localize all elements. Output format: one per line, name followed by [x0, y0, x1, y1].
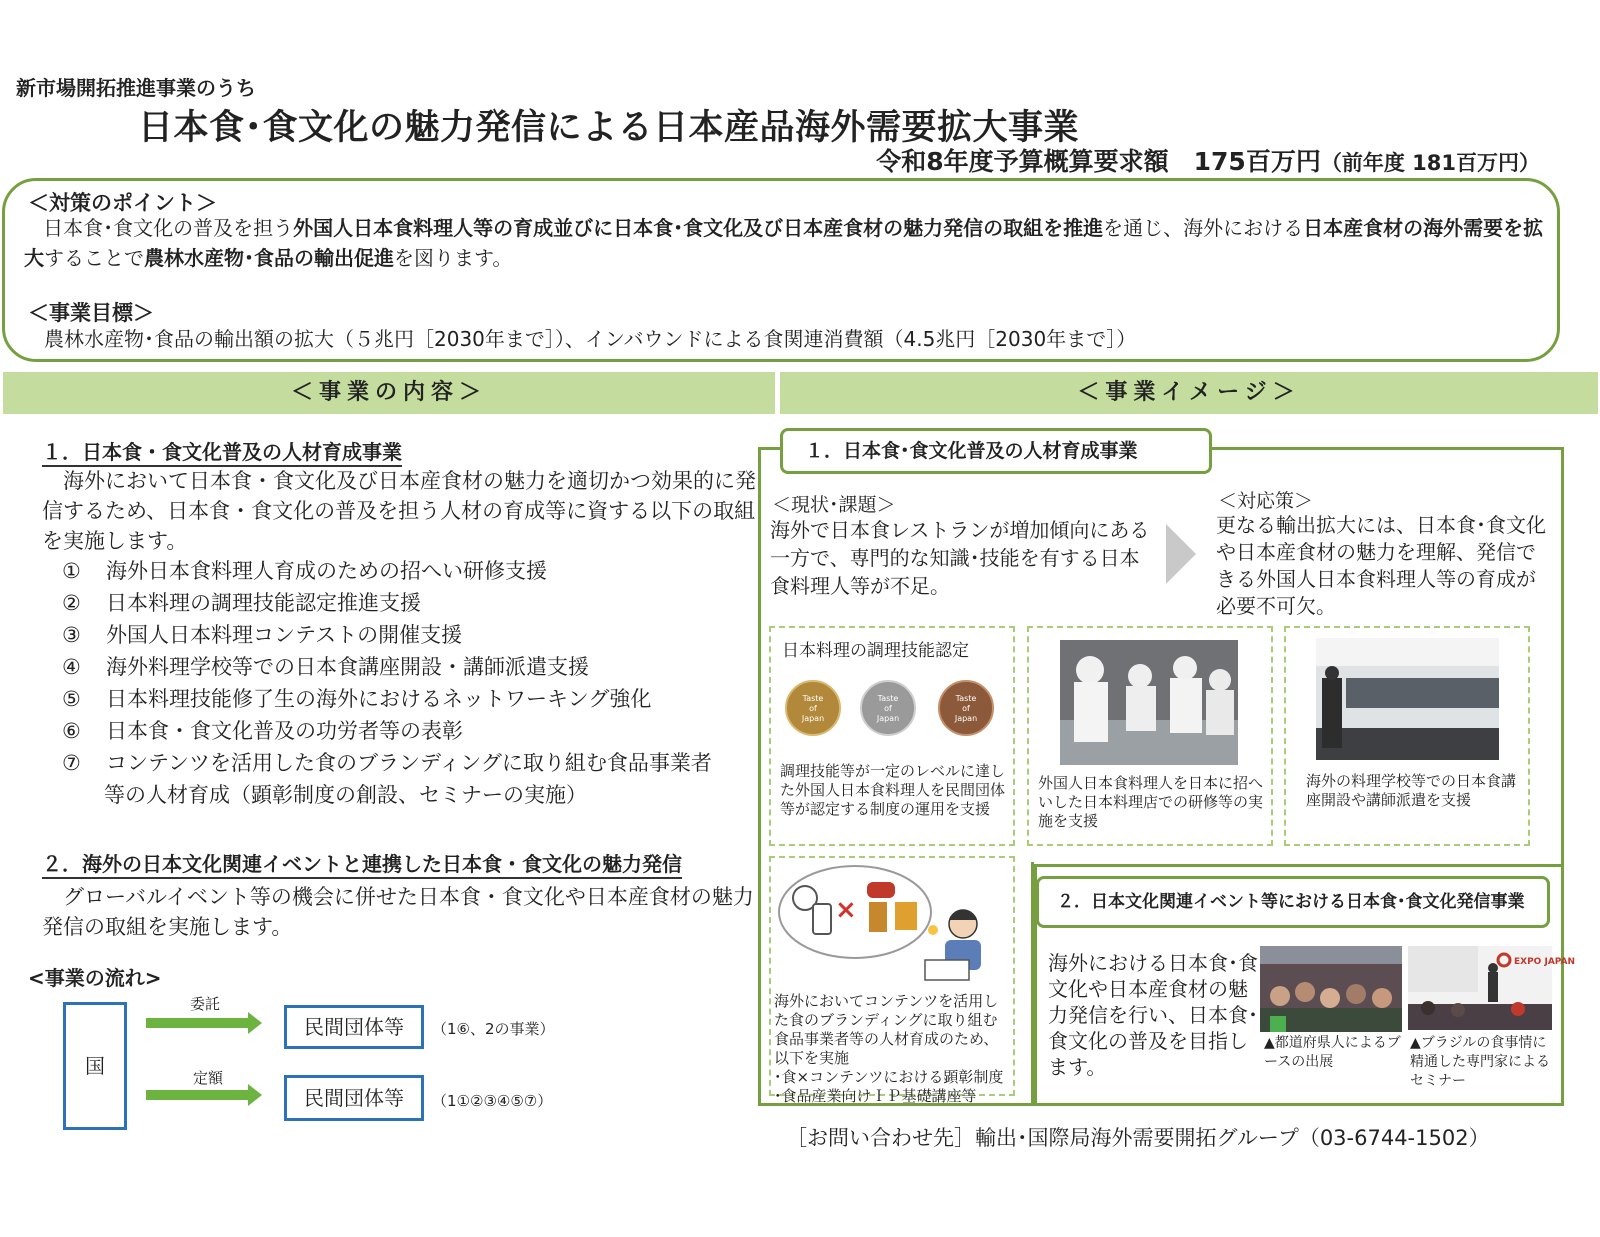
flow-arrow-2 [146, 1090, 248, 1100]
page-title: 日本食･食文化の魅力発信による日本産品海外需要拡大事業 [138, 108, 1080, 148]
points-heading: ＜対策のポイント＞ [28, 191, 217, 215]
seminar-caption: ▲ブラジルの食事情に精通した専門家によるセミナー [1410, 1035, 1550, 1089]
left-paragraph-1: 海外において日本食・食文化及び日本産食材の魅力を適切かつ効果的に発信するため、日本食・食文化の普及を担う人材の育成等に資する以下の取組を実施します。 [42, 469, 756, 553]
list-item: ⑤ 日本料理技能修了生の海外におけるネットワーキング強化 [62, 687, 652, 711]
flow-note-2: （1①②③④⑤⑦） [432, 1092, 553, 1110]
flow-note-1: （1⑥、2の事業） [432, 1020, 555, 1038]
silver-badge-icon: Taste of Japan [860, 680, 916, 736]
content-text: 海外においてコンテンツを活用した食のブランディングに取り組む食品事業者等の人材育成のため、以下を実施 ･食×コンテンツにおける顕彰制度 ･食品産業向けＩＰ基礎講座等 [774, 992, 1004, 1105]
cooking-class-image [1316, 638, 1499, 760]
cert-title: 日本料理の調理技能認定 [782, 641, 969, 661]
section-image-bar: ＜事業イメージ＞ [780, 372, 1598, 414]
flow-arrow-1-head [248, 1012, 262, 1034]
school-text: 海外の料理学校等での日本食講座開設や講師派遣を支援 [1306, 772, 1517, 809]
chevron-right-icon [1164, 522, 1198, 586]
status-text: 海外で日本食レストランが増加傾向にある一方で、専門的な知識･技能を有する日本食料理人等が不足。 [770, 518, 1150, 598]
image-tab-2: ２．日本文化関連イベント等における日本食･食文化発信事業 [1036, 876, 1550, 928]
prefecture-booth-image [1260, 946, 1402, 1032]
list-item: ② 日本料理の調理技能認定推進支援 [62, 591, 421, 615]
measures-list [62, 555, 762, 811]
flow-arrow2-label: 定額 [193, 1069, 224, 1087]
left-paragraph-2: グローバルイベント等の機会に併せた日本食・食文化や日本産食材の魅力発信の取組を実施します。 [42, 885, 754, 939]
list-item: ⑥ 日本食・食文化普及の功労者等の表彰 [62, 719, 463, 743]
flow-arrow1-label: 委託 [190, 995, 221, 1013]
status-heading: ＜現状･課題＞ [772, 494, 896, 516]
booth-photo [1260, 946, 1402, 1032]
seminar-photo [1408, 946, 1576, 1030]
budget-line [876, 142, 1540, 178]
header-subtitle: 新市場開拓推進事業のうち [16, 76, 256, 100]
flow-target-2: 民間団体等 [284, 1075, 424, 1121]
flow-target-1: 民間団体等 [284, 1005, 424, 1049]
content-branding-illustration [775, 860, 1011, 990]
expo-label: EXPO JAPAN [1514, 957, 1576, 967]
chefs-training-image [1060, 640, 1238, 765]
bronze-badge-icon: Taste of Japan [938, 680, 994, 736]
budget-amount: 令和8年度予算概算要求額 175百万円 [876, 147, 1321, 176]
training-text: 外国人日本食料理人を日本に招へいした日本料理店での研修等の実施を支援 [1038, 774, 1264, 830]
points-t5: することで [44, 246, 144, 270]
svg-text:×: × [835, 895, 857, 925]
goal-heading: ＜事業目標＞ [28, 301, 154, 325]
list-item: ① 海外日本食料理人育成のための招へい研修支援 [62, 559, 547, 583]
contact-info: ［お問い合わせ先］輸出･国際局海外需要開拓グループ（03-6744-1502） [786, 1126, 1490, 1150]
goal-text: 農林水産物･食品の輸出額の拡大（５兆円［2030年まで］）、インバウンドによる食関連消費額（4.5兆円［2030年まで］） [44, 327, 1137, 351]
event-text: 海外における日本食･食文化や日本産食材の魅力発信を行い、日本食･食文化の普及を目指します。 [1048, 951, 1258, 1079]
list-item: ③ 外国人日本料理コンテストの開催支援 [62, 623, 463, 647]
left-heading-2: ２．海外の日本文化関連イベントと連携した日本食・食文化の魅力発信 [42, 848, 682, 879]
flow-source-country: 国 [63, 1002, 127, 1130]
points-t1: 日本食･食文化の普及を担う [43, 216, 294, 240]
measure-text: 更なる輸出拡大には、日本食･食文化や日本産食材の魅力を理解、発信できる外国人日本食料理人等の育成が必要不可欠。 [1216, 513, 1546, 618]
points-text [24, 213, 1544, 273]
points-t3: を通じ、海外における [1103, 216, 1304, 240]
flow-arrow-2-head [248, 1084, 262, 1106]
left-heading-1: １．日本食・食文化普及の人材育成事業 [42, 436, 402, 467]
points-t7: を図ります。 [394, 246, 513, 270]
school-photo [1316, 638, 1499, 760]
seminar-image [1408, 946, 1576, 1030]
points-t2: 外国人日本食料理人等の育成並びに日本食･食文化及び日本産食材の魅力発信の取組を推進 [293, 216, 1104, 240]
list-item-continuation: 等の人材育成（顕彰制度の創設、セミナーの実施） [104, 783, 587, 807]
booth-caption: ▲都道府県人によるブースの出展 [1264, 1035, 1401, 1070]
points-t4: 日本産食材の海外需要を拡大 [24, 216, 1544, 270]
flow-heading: <事業の流れ> [28, 966, 162, 990]
points-t6: 農林水産物･食品の輸出促進 [144, 246, 394, 270]
cert-text: 調理技能等が一定のレベルに達した外国人日本食料理人を民間団体等が認定する制度の運用を支援 [780, 762, 1006, 818]
list-item: ⑦ コンテンツを活用した食のブランディングに取り組む食品事業者 [62, 751, 712, 775]
flow-arrow-1 [146, 1018, 248, 1028]
gold-badge-icon: Taste of Japan [785, 680, 841, 736]
list-item: ④ 海外料理学校等での日本食講座開設・講師派遣支援 [62, 655, 589, 679]
image-tab-1: １．日本食･食文化普及の人材育成事業 [780, 428, 1212, 474]
section-content-bar: ＜事業の内容＞ [3, 372, 775, 414]
budget-previous: （前年度 181百万円） [1320, 151, 1540, 175]
training-photo [1060, 640, 1238, 765]
measure-heading: ＜対応策＞ [1218, 490, 1314, 512]
